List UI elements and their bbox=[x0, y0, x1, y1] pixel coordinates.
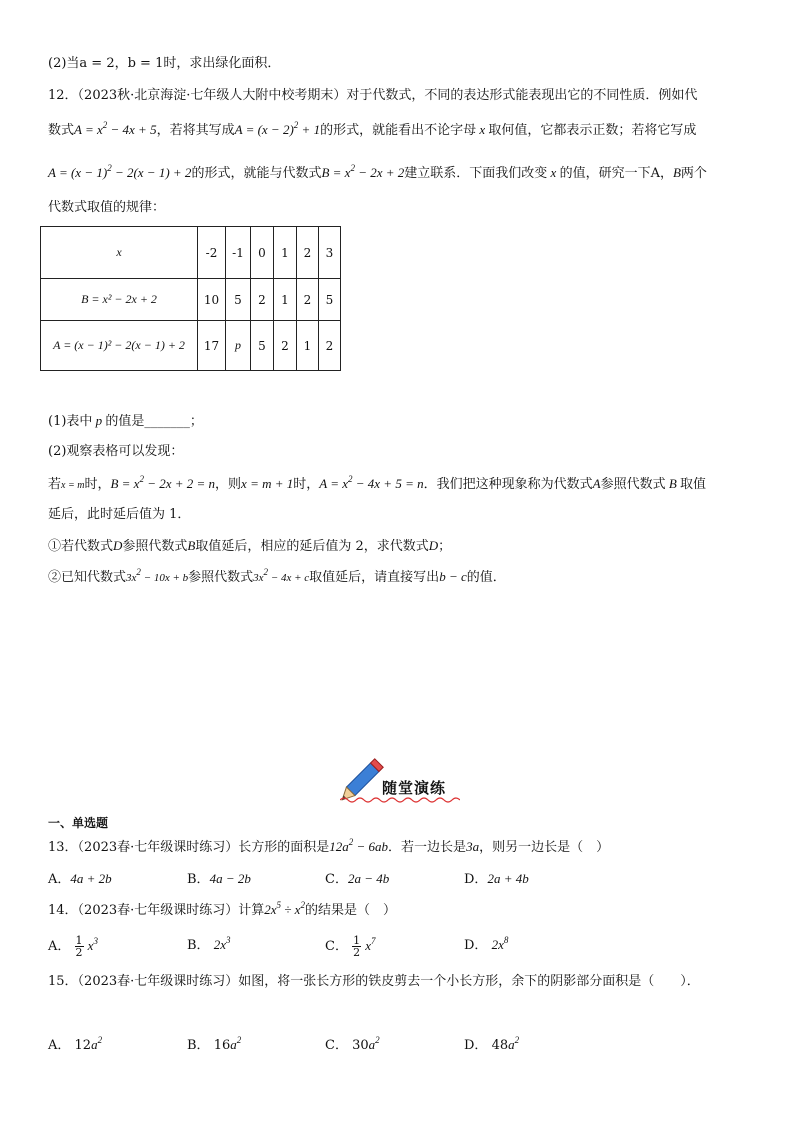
table-cell: 2 bbox=[274, 321, 297, 371]
prev-question-part2 bbox=[48, 54, 280, 74]
q12-expr-b: $B = x^2 - 2x + 2$ bbox=[321, 163, 405, 180]
q12-expr-a-shift-form: $A = (x - 1)^2 - 2(x - 1) + 2$ bbox=[48, 163, 192, 180]
q12-expr-a-square-form: $A = (x - 2)^2 + 1$ bbox=[234, 120, 321, 137]
q15-option-b[interactable]: B． $16a^2$ bbox=[187, 1035, 242, 1053]
table-cell: 2 bbox=[251, 279, 274, 321]
q12-intro-line1: 12．（2023秋·北京海淀·七年级人大附中校考期末）对于代数式，不同的表达形式能表现出它的不同性质．例如代 bbox=[48, 88, 698, 103]
section-banner-title: 随堂演练 bbox=[382, 779, 447, 797]
table-cell: 1 bbox=[297, 321, 319, 371]
table-cell: 17 bbox=[198, 321, 226, 371]
q13-option-d[interactable]: D．2a + 4b bbox=[464, 871, 529, 887]
q13-option-b[interactable]: B．4a − 2b bbox=[187, 871, 251, 887]
q12-case2: ②已知代数式$3x^2 - 10x + b$参照代数式$3x^2 - 4x + c$取值延后，请直接写出b − c的值． bbox=[48, 567, 506, 585]
table-header-cell: B = x² − 2x + 2 bbox=[41, 279, 198, 321]
q14-option-c[interactable]: C． $\frac{1}{2}$ $x^7$ bbox=[325, 934, 376, 959]
table-cell: 3 bbox=[319, 227, 341, 279]
q15-option-c[interactable]: C． $30a^2$ bbox=[325, 1035, 380, 1053]
table-row bbox=[41, 321, 341, 371]
section-heading: 一、单选题 bbox=[48, 816, 109, 830]
q12-intro-line3: $A = (x - 1)^2 - 2(x - 1) + 2$的形式，就能与代数式$B = x^2 - 2x + 2$建立联系．下面我们改变 x 的值，研究一下A，B两个 bbox=[48, 163, 707, 181]
table-cell: p bbox=[226, 321, 251, 371]
table-header-cell: x bbox=[41, 227, 198, 279]
q12-sub1: (1)表中 p 的值是_______； bbox=[48, 413, 203, 429]
q12-intro-line4: 代数式取值的规律： bbox=[48, 200, 166, 215]
banner-underline bbox=[340, 796, 460, 804]
q13-stem: 13．（2023春·七年级课时练习）长方形的面积是$12a^2 - 6ab$．若一边长是3a，则另一边长是（ ） bbox=[48, 837, 610, 855]
q15-option-d[interactable]: D． $48a^2$ bbox=[464, 1035, 520, 1053]
q13-option-a[interactable]: A．4a + 2b bbox=[48, 871, 112, 887]
q14-option-a[interactable]: A． $\frac{1}{2}$ $x^3$ bbox=[48, 934, 98, 959]
table-cell: 2 bbox=[297, 279, 319, 321]
q12-sub2: (2)观察表格可以发现： bbox=[48, 444, 184, 459]
q15-stem: 15．（2023春·七年级课时练习）如图，将一张长方形的铁皮剪去一个小长方形，余下的阴影部分面积是（ ）． bbox=[48, 974, 700, 989]
q12-observation-line1: 若x = m时，$B = x^2 - 2x + 2 = n$，则x = m + 1时，$A = x^2 - 4x + 5 = n$．我们把这种现象称为代数式A参照代数式 B 取值 bbox=[48, 474, 707, 492]
table-cell: 5 bbox=[226, 279, 251, 321]
table-row bbox=[41, 279, 341, 321]
prev-part2-label: (2)当 bbox=[48, 56, 80, 71]
q12-value-table bbox=[40, 226, 341, 371]
q13-option-c[interactable]: C．2a − 4b bbox=[325, 871, 390, 887]
q12-observation-line2: 延后，此时延后值为 1． bbox=[48, 507, 191, 522]
table-cell: 0 bbox=[251, 227, 274, 279]
table-cell: -1 bbox=[226, 227, 251, 279]
q12-case1: ①若代数式D参照代数式B取值延后，相应的延后值为 2，求代数式D； bbox=[48, 538, 452, 554]
q15-option-a[interactable]: A． $12a^2$ bbox=[48, 1035, 103, 1053]
prev-part2-condition: a = 2，b = 1时，求出绿化面积． bbox=[79, 56, 281, 71]
q12-intro-line2: 数式$A = x^2 - 4x + 5$，若将其写成$A = (x - 2)^2 + 1$的形式，就能看出不论字母 x 取何值，它都表示正数；若将它写成 bbox=[48, 120, 697, 138]
table-cell: 1 bbox=[274, 279, 297, 321]
q12-expr-a-standard: $A = x^2 - 4x + 5$ bbox=[74, 120, 157, 137]
q14-option-b[interactable]: B． $2x^3$ bbox=[187, 935, 231, 953]
q14-option-d[interactable]: D． $2x^8$ bbox=[464, 935, 509, 953]
table-cell: 5 bbox=[251, 321, 274, 371]
table-cell: -2 bbox=[198, 227, 226, 279]
table-cell: 1 bbox=[274, 227, 297, 279]
table-cell: 2 bbox=[297, 227, 319, 279]
table-cell: 2 bbox=[319, 321, 341, 371]
q14-stem: 14．（2023春·七年级课时练习）计算$2x^5 \div x^2$的结果是（ ） bbox=[48, 900, 396, 918]
table-cell: 10 bbox=[198, 279, 226, 321]
table-header-cell: A = (x − 1)² − 2(x − 1) + 2 bbox=[41, 321, 198, 371]
table-cell: 5 bbox=[319, 279, 341, 321]
table-row bbox=[41, 227, 341, 279]
